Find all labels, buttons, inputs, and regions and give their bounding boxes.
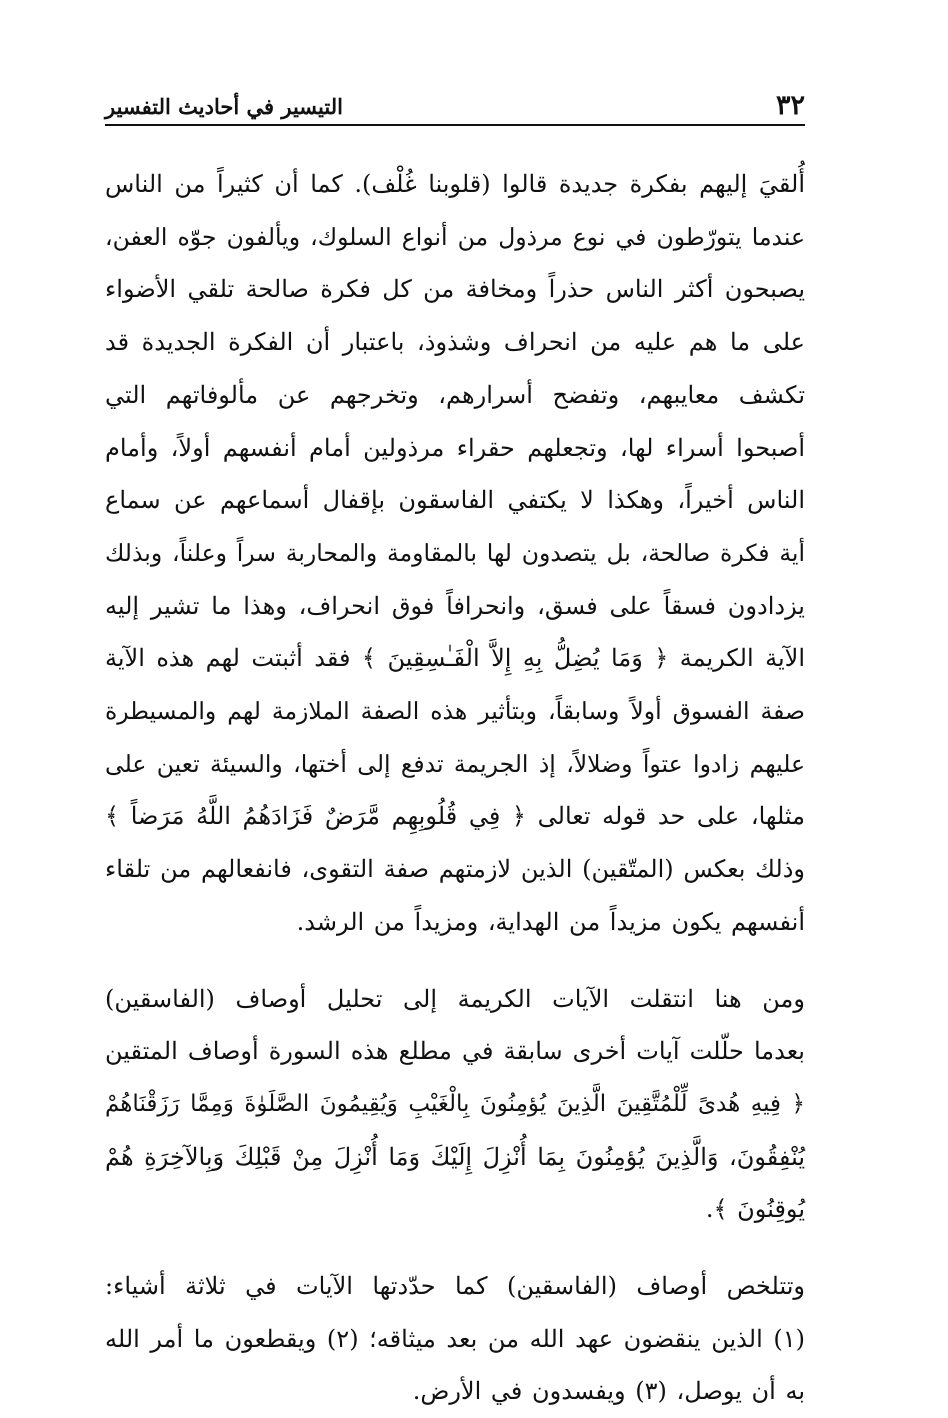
text-line-quran-quote: ﴿ فِيهِ هُدىً لِّلْمُتَّقِينَ الَّذِينَ يُؤمِنُونَ بِالْغَيْبِ وَيُقِيمُونَ الصَّلَوٰةَ وَمِمَّا رَزَقْنَاهُمْ [105, 1090, 805, 1117]
paragraph-3 [105, 1260, 805, 1418]
text-line: أنفسهم يكون مزيداً من الهداية، ومزيداً من الرشد. [296, 907, 805, 936]
text-line-quran-quote: مثلها، على حد قوله تعالى ﴿ فِي قُلُوبِهِم مَّرَضٌ فَزَادَهُمُ اللَّهُ مَرَضاً ﴾ [105, 802, 805, 831]
text-line: أصبحوا أسراء لها، وتجعلهم حقراء مرذولين أمام أنفسهم أولاً، وأمام [105, 433, 805, 462]
text-line-quran-quote: يُنْفِقُونَ، وَالَّذِينَ يُؤمِنُونَ بِمَا أُنْزِلَ إِلَيْكَ وَمَا أُنْزِلَ مِنْ قَبْلِكَ وَبِالآخِرَةِ هُمْ [105, 1142, 805, 1171]
text-line: أية فكرة صالحة، بل يتصدون لها بالمقاومة والمحاربة سراً وعلناً، وبذلك [105, 538, 805, 567]
text-line-quran-quote: يُوقِنُونَ ﴾. [705, 1195, 805, 1224]
text-line: ومن هنا انتقلت الآيات الكريمة إلى تحليل أوصاف (الفاسقين) [105, 984, 805, 1013]
text-line: يزدادون فسقاً على فسق، وانحرافاً فوق انحراف، وهذا ما تشير إليه [105, 591, 805, 620]
text-line: (١) الذين ينقضون عهد الله من بعد ميثاقه؛ (٢) ويقطعون ما أمر الله [105, 1324, 805, 1353]
paragraph-2 [105, 973, 805, 1237]
header-rule [105, 124, 805, 126]
text-line: الناس أخيراً، وهكذا لا يكتفي الفاسقون بإقفال أسماعهم عن سماع [105, 486, 805, 515]
text-line: صفة الفسوق أولاً وسابقاً، وبتأثير هذه الصفة الملازمة لهم والمسيطرة [105, 697, 805, 726]
text-line: تكشف معايبهم، وتفضح أسرارهم، وتخرجهم عن مألوفاتهم التي [105, 380, 805, 409]
text-line-quran-quote: الآية الكريمة ﴿ وَمَا يُضِلُّ بِهِ إِلاَّ الْفَـٰسِقِينَ ﴾ فقد أثبتت لهم هذه الآية [105, 644, 805, 673]
page-body [105, 158, 805, 1418]
text-line: به أن يوصل، (٣) ويفسدون في الأرض. [412, 1377, 805, 1406]
text-line: وتتلخص أوصاف (الفاسقين) كما حدّدتها الآيات في ثلاثة أشياء: [105, 1272, 805, 1301]
paragraph-1 [105, 158, 805, 949]
running-title: التيسير في أحاديث التفسير [105, 94, 343, 119]
page-number: ٣٢ [775, 90, 805, 121]
text-line: بعدما حلّلت آيات أخرى سابقة في مطلع هذه السورة أوصاف المتقين [105, 1037, 805, 1066]
text-line: عندما يتورّطون في نوع مرذول من أنواع السلوك، ويألفون جوّه العفن، [105, 222, 805, 251]
page-header [105, 88, 805, 128]
text-line: وذلك بعكس (المتّقين) الذين لازمتهم صفة التقوى، فانفعالهم من تلقاء [105, 855, 805, 884]
text-line: عليهم زادوا عتواً وضلالاً، إذ الجريمة تدفع إلى أختها، والسيئة تعين على [105, 749, 805, 778]
text-line: أُلقيَ إليهم بفكرة جديدة قالوا (قلوبنا غُلْف). كما أن كثيراً من الناس [105, 170, 805, 198]
text-line: يصبحون أكثر الناس حذراً ومخافة من كل فكرة صالحة تلقي الأضواء [105, 275, 805, 304]
text-line: على ما هم عليه من انحراف وشذوذ، باعتبار أن الفكرة الجديدة قد [105, 328, 805, 357]
